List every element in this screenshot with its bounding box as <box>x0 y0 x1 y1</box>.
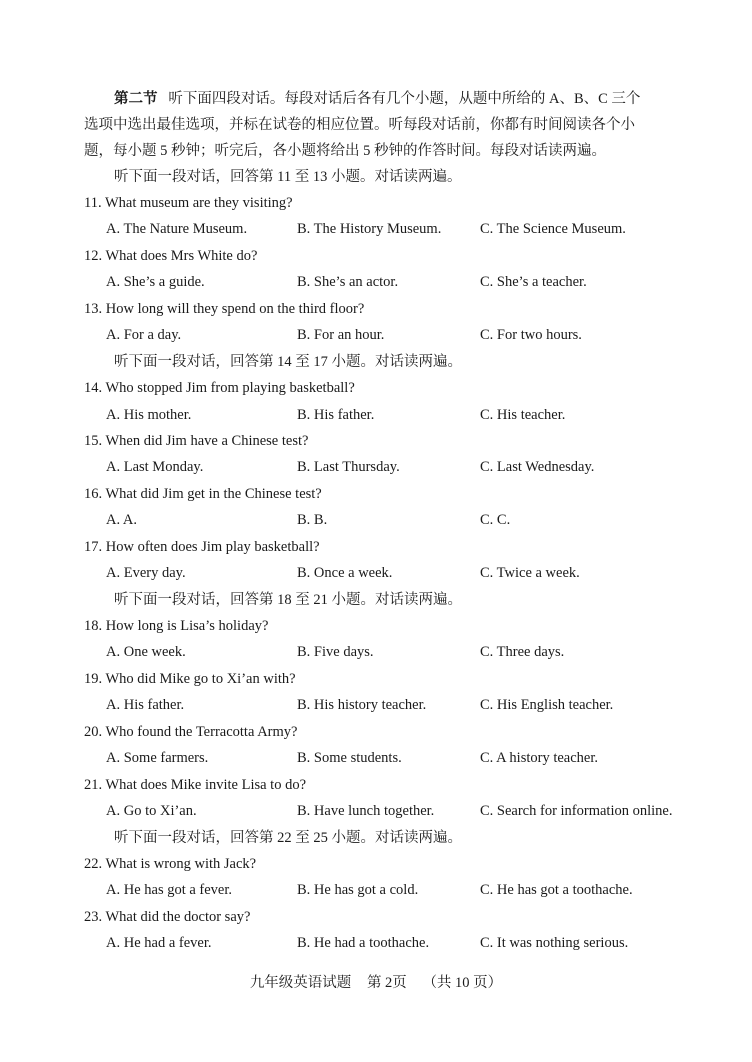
option-c[interactable]: C. It was nothing serious. <box>480 935 629 952</box>
question-text: 14. Who stopped Jim from playing basketball? <box>84 380 355 397</box>
answer-options <box>84 402 704 428</box>
answer-options <box>84 322 704 348</box>
question-text: 19. Who did Mike go to Xi’an with? <box>84 670 296 687</box>
option-b[interactable]: B. He had a toothache. <box>297 935 430 952</box>
option-a[interactable]: A. The Nature Museum. <box>106 221 248 238</box>
footer-total-pages: （共 10 页） <box>422 975 503 991</box>
option-b[interactable]: B. His father. <box>297 406 375 423</box>
question-text: 18. How long is Lisa’s holiday? <box>84 618 269 634</box>
question-text: 12. What does Mrs White do? <box>84 247 258 264</box>
answer-options <box>84 269 704 295</box>
option-a[interactable]: A. Some farmers. <box>106 750 209 767</box>
option-a[interactable]: A. One week. <box>106 644 186 661</box>
option-b[interactable]: B. He has got a cold. <box>297 882 419 899</box>
question-text: 13. How long will they spend on the third floor? <box>84 300 365 317</box>
option-a[interactable]: A. A. <box>106 512 138 529</box>
question-text: 20. Who found the Terracotta Army? <box>84 723 298 740</box>
option-c[interactable]: C. Last Wednesday. <box>480 459 595 476</box>
option-c[interactable]: C. He has got a toothache. <box>480 882 633 899</box>
answer-options <box>84 454 704 480</box>
answer-options <box>84 507 704 533</box>
question-list <box>84 190 704 957</box>
intro-line-2: 选项中选出最佳选项，并标在试卷的相应位置。听每段对话前，你都有时间阅读各个小 <box>84 117 635 133</box>
option-a[interactable]: A. Last Monday. <box>106 459 204 476</box>
option-c[interactable]: C. His English teacher. <box>480 697 614 714</box>
option-b[interactable]: B. His history teacher. <box>297 697 427 714</box>
intro-line-1 <box>84 86 684 112</box>
option-a[interactable]: A. His mother. <box>106 406 192 423</box>
option-a[interactable]: A. For a day. <box>106 327 182 344</box>
question-text: 11. What museum are they visiting? <box>84 195 293 211</box>
option-b[interactable]: B. Last Thursday. <box>297 459 400 476</box>
option-b[interactable]: B. B. <box>297 512 328 529</box>
option-a[interactable]: A. He has got a fever. <box>106 882 233 899</box>
dialogue-instruction: 听下面一段对话，回答第 14 至 17 小题。对话读两遍。 <box>114 353 462 370</box>
option-a[interactable]: A. Go to Xi’an. <box>106 803 197 820</box>
answer-options <box>84 639 704 665</box>
option-c[interactable]: C. Search for information online. <box>480 803 673 820</box>
question-text: 16. What did Jim get in the Chinese test? <box>84 485 322 502</box>
question-text: 22. What is wrong with Jack? <box>84 855 257 872</box>
answer-options <box>84 216 704 242</box>
page-footer <box>0 970 752 996</box>
footer-page-number: 第 2页 <box>366 975 407 991</box>
question-text: 21. What does Mike invite Lisa to do? <box>84 776 307 793</box>
answer-options <box>84 877 704 903</box>
option-b[interactable]: B. The History Museum. <box>297 221 442 238</box>
intro-text-1: 听下面四段对话。每段对话后各有几个小题，从题中所给的 A、B、C 三个 <box>168 91 641 107</box>
answer-options <box>84 930 704 956</box>
dialogue-instruction: 听下面一段对话，回答第 18 至 21 小题。对话读两遍。 <box>114 591 462 608</box>
option-c[interactable]: C. The Science Museum. <box>480 221 626 238</box>
answer-options <box>84 745 704 771</box>
option-c[interactable]: C. His teacher. <box>480 406 566 423</box>
question-text: 15. When did Jim have a Chinese test? <box>84 432 309 449</box>
option-c[interactable]: C. C. <box>480 512 511 529</box>
option-b[interactable]: B. Five days. <box>297 644 374 661</box>
option-c[interactable]: C. Three days. <box>480 644 565 661</box>
section-label: 第二节 <box>114 91 158 107</box>
question-text: 17. How often does Jim play basketball? <box>84 538 320 555</box>
option-b[interactable]: B. She’s an actor. <box>297 274 399 291</box>
intro-line-3: 题，每小题 5 秒钟；听完后，各小题将给出 5 秒钟的作答时间。每段对话读两遍。 <box>84 143 606 159</box>
option-b[interactable]: B. Have lunch together. <box>297 803 435 820</box>
option-b[interactable]: B. Once a week. <box>297 565 393 582</box>
section-intro <box>84 86 684 190</box>
question-text: 23. What did the doctor say? <box>84 908 251 925</box>
footer-subject: 九年级英语试题 <box>249 975 352 991</box>
answer-options <box>84 560 704 586</box>
option-b[interactable]: B. Some students. <box>297 750 402 767</box>
option-a[interactable]: A. His father. <box>106 697 185 714</box>
intro-line-4: 听下面一段对话，回答第 11 至 13 小题。对话读两遍。 <box>114 169 462 185</box>
answer-options <box>84 798 704 824</box>
option-b[interactable]: B. For an hour. <box>297 327 385 344</box>
answer-options <box>84 692 704 718</box>
option-a[interactable]: A. She’s a guide. <box>106 274 205 291</box>
option-a[interactable]: A. He had a fever. <box>106 935 212 952</box>
dialogue-instruction: 听下面一段对话，回答第 22 至 25 小题。对话读两遍。 <box>114 829 462 846</box>
option-c[interactable]: C. Twice a week. <box>480 565 580 582</box>
option-c[interactable]: C. A history teacher. <box>480 750 598 767</box>
option-a[interactable]: A. Every day. <box>106 565 186 582</box>
option-c[interactable]: C. For two hours. <box>480 327 582 344</box>
option-c[interactable]: C. She’s a teacher. <box>480 274 587 291</box>
